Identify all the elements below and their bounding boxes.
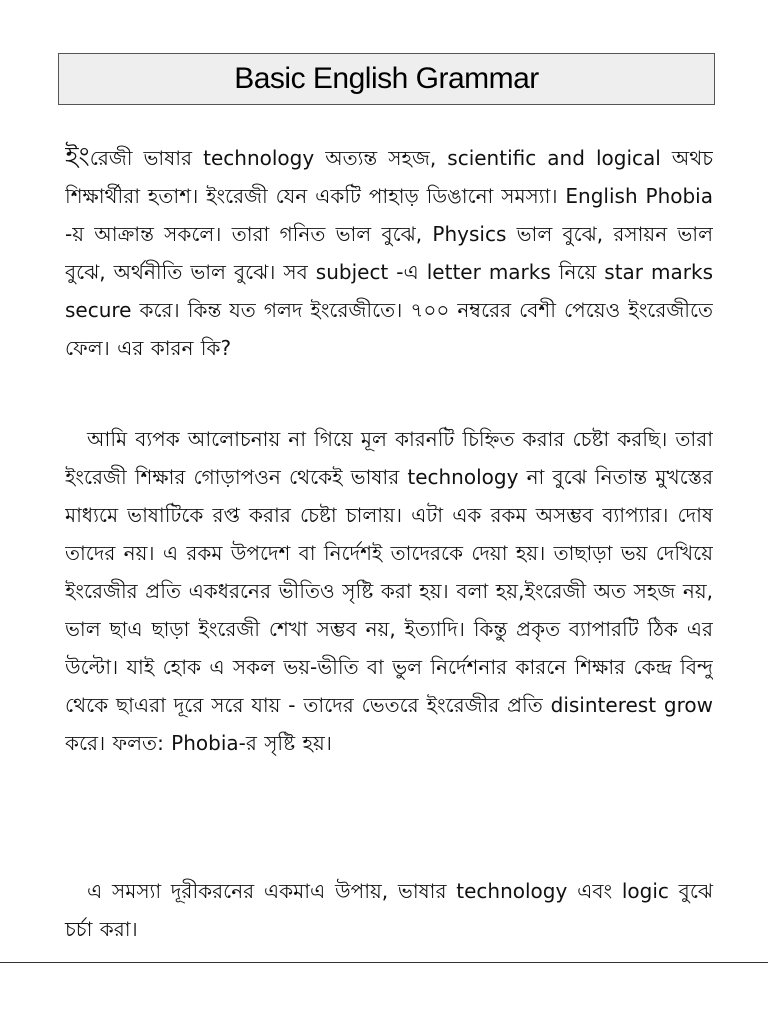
paragraph-1-lead: ইং	[65, 142, 90, 172]
page-divider	[0, 962, 768, 963]
paragraph-1	[65, 138, 713, 404]
paragraph-3: এ সমস্যা দূরীকরনের একমাএ উপায়, ভাষার technology এবং logic বুঝে চর্চা করা।	[65, 879, 713, 941]
paragraph-1-text: রেজী ভাষার technology অত্যন্ত সহজ, scientific and logical অথচ শিক্ষার্থীরা হতাশ। ইংরেজী যেন একটি পাহাড় ডিঙানো সমস্যা। English Phobia -য় আক্রান্ত সকলে। তারা গনিত ভাল বুঝে, Physics ভাল বুঝে, রসায়ন ভাল বুঝে, অর্থনীতি ভাল বুঝে। সব subject -এ letter marks নিয়ে star marks secure করে। কিন্ত যত গলদ ইংরেজীতে। ৭০০ নম্বরের বেশী পেয়েও ইংরেজীতে ফেল। এর কারন কি?	[65, 146, 713, 360]
title-box	[58, 53, 715, 105]
paragraph-2: আমি ব্যপক আলোচনায় না গিয়ে মূল কারনটি চিহ্নিত করার চেষ্টা করছি। তারা ইংরেজী শিক্ষার গোড়াপওন থেকেই ভাষার technology না বুঝে নিতান্ত মুখস্তের মাধ্যমে ভাষাটিকে রপ্ত করার চেষ্টা চালায়। এটা এক রকম অসম্ভব ব্যাপ্যার। দোষ তাদের নয়। এ রকম উপদেশ বা নির্দেশই তাদেরকে দেয়া হয়। তাছাড়া ভয় দেখিয়ে ইংরেজীর প্রতি একধরনের ভীতিও সৃষ্টি করা হয়। বলা হয়,ইংরেজী অত সহজ নয়, ভাল ছাএ ছাড়া ইংরেজী শেখা সম্ভব নয়, ইত্যাদি। কিন্তু প্রকৃত ব্যাপারটি ঠিক এর উল্টো। যাই হোক এ সকল ভয়-ভীতি বা ভুল নির্দেশনার কারনে শিক্ষার কেন্দ্র বিন্দু থেকে ছাএরা দূরে সরে যায় - তাদের ভেতরে ইংরেজীর প্রতি disinterest grow করে। ফলত: Phobia-র সৃষ্টি হয়।	[65, 427, 713, 755]
page-title: Basic English Grammar	[234, 62, 539, 95]
document-body	[65, 138, 713, 948]
